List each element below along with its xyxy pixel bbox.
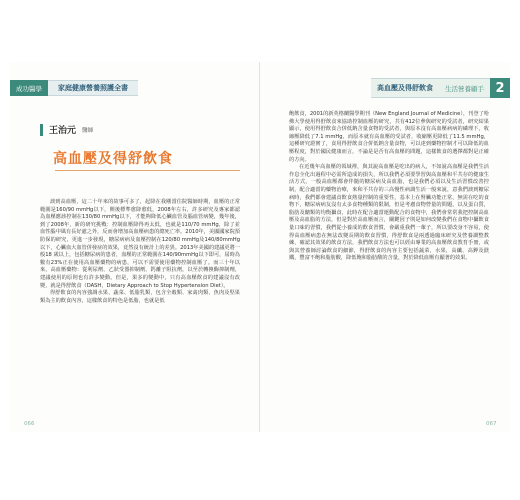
book-title: 家庭健康營養照護全書 (48, 80, 138, 96)
chapter-number: 2 (490, 78, 510, 98)
series-tag: 成功醫學 (10, 80, 48, 96)
author-byline (40, 123, 240, 136)
body-paragraph: 飽飲食，2001的新英格蘭醫學期刊（New England Journal of Medicine），刊登了哈佛大學使用得舒飲食來協助控制血壓的研究，共有412位參與研究的受試者，研究結果顯示，使用得舒飲食合併低鈉含量食物的受試者，與原本沒有高血壓病病的磷理下，收縮壓降低了7.1 mmHg，而原本就有高血壓的受試者，收縮壓更降低了11.5 mmHg，這種研究證實了，食用得舒飲食合併低鈉含量食物，可以達到藥物控制才可以降低的血壓程度，對於國民健康而言，不論是是否有高血壓的問題，這樣飲食的選擇都對是正確的方向。 (289, 111, 489, 163)
left-page-number: 066 (24, 421, 35, 427)
chapter-title: 高血壓及得舒飲食 (371, 78, 439, 98)
body-paragraph: 得舒飲食的內容強調水果、蔬菜、低脂乳類，包含全穀類、家禽肉類、魚肉及堅果類為主的飲食內容，這樣飲食的特色是低脂，也就是低 (40, 290, 240, 304)
left-body-text (40, 199, 240, 305)
author-name: 王治元 (49, 126, 77, 136)
author-role: 醫師 (82, 127, 94, 134)
author-accent-bar (40, 124, 43, 136)
body-paragraph: 在近幾年高血壓的領域裡，與其說高血壓是吃出的病人，不如說高血壓是我們生活作息全化出過程中必需所造成的損失，所以我們必須要學習與高血壓和平共存的健康生活方式，一般高血壓都會伴隨的糖尿病及高血脂，也是我們必須以及生活習慣改善控制，配合適當的藥物治療，來和平共存的三高慢性病調生活一般來說，意我們談到糖尿病時，我們都會建議食飲食熱量控制的重要性，基本上在腎臟功能正常，無需在吃的食物下，糖尿病病友沒有太多食物種類的限制，但是考慮食物營量的問題，以及蛋白質，脂肪及醣類的均衡攝食，此時在配合適當運動配合的食物中，我們會常常我把控制高血壓及高血脂的方法，但是對於高血壓而言，關鍵因子則是如何改變我們在食物中攝飲食量口味的習慣，我們從小養成的飲食習慣，會嚴重我們一輩子，所以要改身不容易，使得高血壓病患在無法改變長期的飲食習慣，得舒飲食是兩透過臨床研究及營養調整教練，確認其效果的飲食方法，我們飲食方法也可以經由專業的高血壓飲食教育手冊，或與其營養師討論飲食的細節，得舒飲食的內容主要包括蔬菜，水果，高纖、高鉀及鎂鐵，豐富不飽和脂肪酸，降低飽和脂肪酸的含量，對於降低血壓有顯著的效果。 (289, 164, 489, 262)
title-underline (55, 170, 240, 171)
right-page-number: 067 (486, 421, 497, 427)
chapter-subtitle: 生活營養顧手 (439, 78, 490, 98)
right-running-header (371, 78, 510, 98)
left-running-header (10, 80, 138, 96)
right-body-text (289, 111, 489, 263)
article-title: 高血壓及得舒飲食 (53, 151, 173, 167)
body-paragraph: 談到高血壓，這二十年來的故事可多了，起降在我剛當住院醫師時期，血壓的正常範圍是160/90 mmHg以下，開後標準愈降愈低，2008年左右，許多研究及專家都認為血壓應該控制在130/80 mmHg以下，才能夠降低心臟血管及腦血管病變，幾年後，到了2008年，新的研究挑戰：控制血壓降得再太低，也就是110/70 mmHg，除了並血性腦中風有長好處之外，反而會增加高血壓病患的總死亡率。2010年，美國國家院預防保的研究，更進一步發現，糖尿病病及血壓控制在120/80 mmHg及140/80mmHg以下，心臟血大血管併發症的效果，竟然沒有統計上的差異。2013年美國的建議更將一般18 歲以上，包括糖尿病的患者，血壓的正常範圍在140/90mmHg以下即可，屆時為數有23%正在使用高血壓藥物的病患，可以不需要使用藥物控制血壓了。而三十年以來，高血壓藥物：從利尿劑、乙狀受器抑制劑、鈣離子阻抗劑，以至於轉換酶抑制劑，建議使用的原則也有許多變動。但是，果多的變動中，只有高血壓飲食的建議沒有改變，就是得舒飲食（DASH，Dietary Approach to Stop Hypertension Diet）。 (40, 199, 240, 289)
